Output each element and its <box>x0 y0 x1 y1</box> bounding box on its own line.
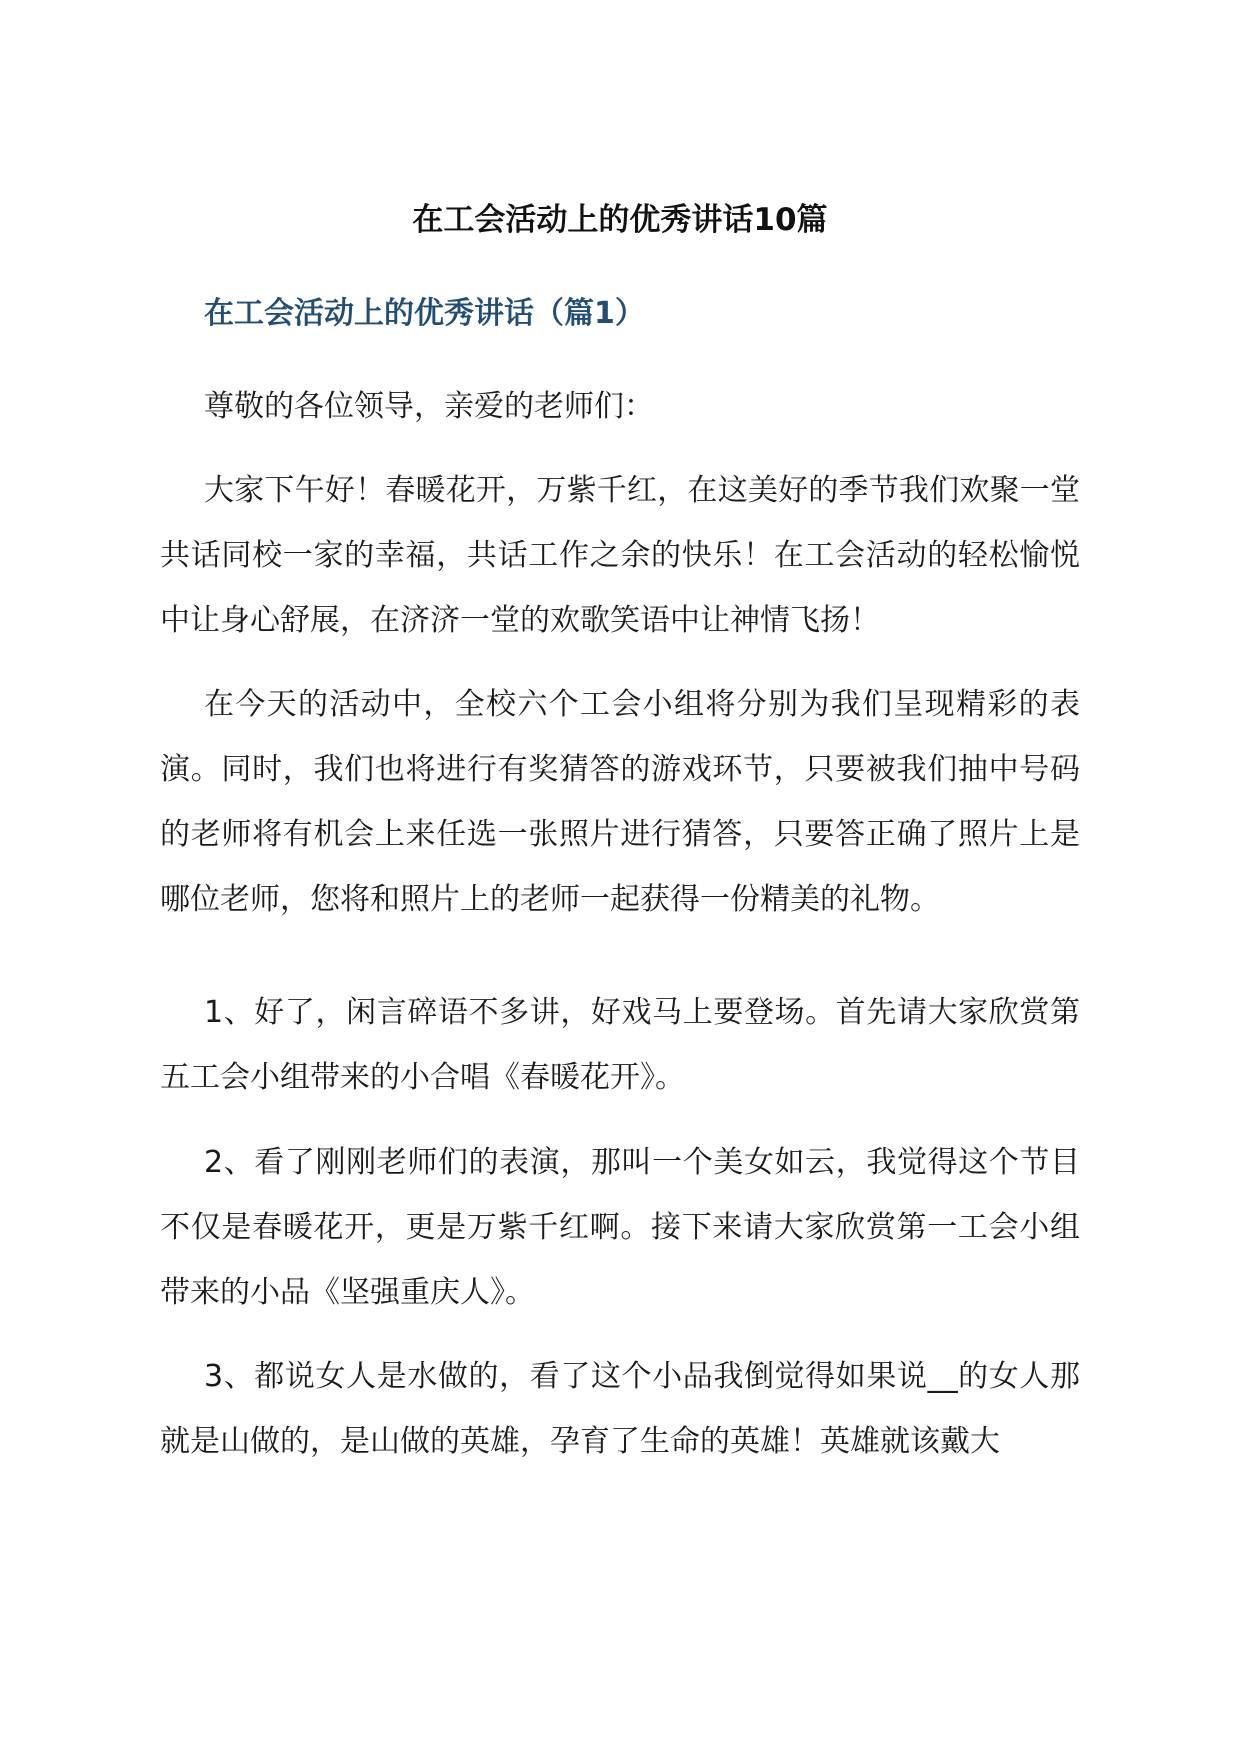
program-item-2: 2、看了刚刚老师们的表演，那叫一个美女如云，我觉得这个节目不仅是春暖花开，更是万紫千红啊。接下来请大家欣赏第一工会小组带来的小品《坚强重庆人》。 <box>160 1145 1080 1310</box>
section-heading: 在工会活动上的优秀讲话（篇1） <box>204 296 645 331</box>
document-title: 在工会活动上的优秀讲话10篇 <box>412 202 828 238</box>
document-page <box>160 0 1080 1754</box>
body-paragraph-2: 在今天的活动中，全校六个工会小组将分别为我们呈现精彩的表演。同时，我们也将进行有奖猜答的游戏环节，只要被我们抽中号码的老师将有机会上来任选一张照片进行猜答，只要答正确了照片上是哪位老师，您将和照片上的老师一起获得一份精美的礼物。 <box>160 687 1080 917</box>
program-item-1: 1、好了，闲言碎语不多讲，好戏马上要登场。首先请大家欣赏第五工会小组带来的小合唱《春暖花开》。 <box>160 995 1080 1095</box>
body-paragraph-1: 大家下午好！春暖花开，万紫千红，在这美好的季节我们欢聚一堂共话同校一家的幸福，共话工作之余的快乐！在工会活动的轻松愉悦中让身心舒展，在济济一堂的欢歌笑语中让神情飞扬！ <box>160 473 1080 638</box>
salutation-paragraph: 尊敬的各位领导，亲爱的老师们： <box>204 389 654 424</box>
program-item-3: 3、都说女人是水做的，看了这个小品我倒觉得如果说__的女人那就是山做的，是山做的英雄，孕育了生命的英雄！英雄就该戴大 <box>160 1359 1080 1459</box>
